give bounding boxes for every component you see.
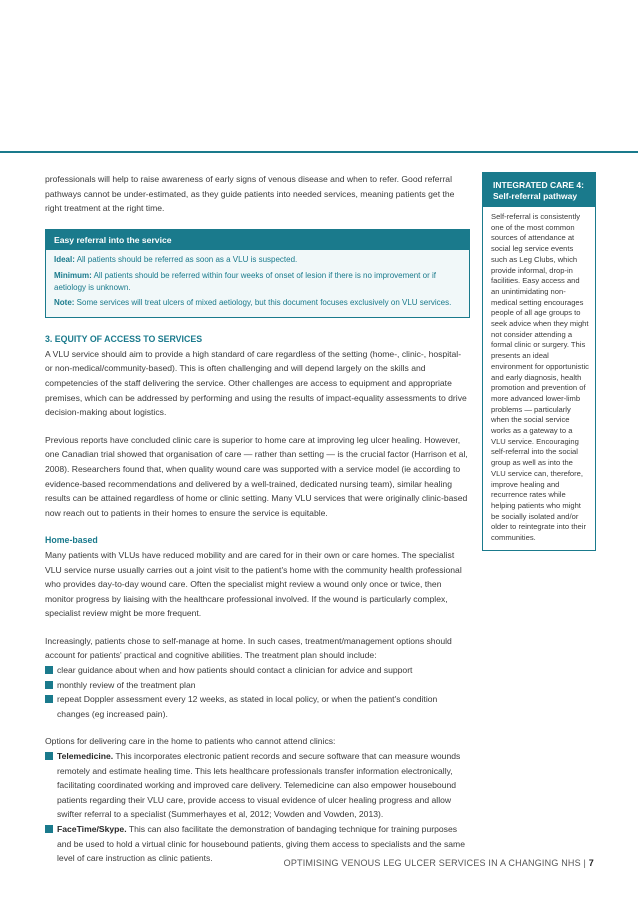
intro-paragraph: professionals will help to raise awareness of early signs of venous disease and when to refer. Good referral pathways cannot be under-estimated, as they guide patients into needed services, meaning patients get the right treatment at the right time. xyxy=(45,174,455,214)
callout-text: All patients should be referred as soon as a VLU is suspected. xyxy=(74,255,298,265)
square-bullet-icon xyxy=(45,752,53,760)
callout-label: Ideal: xyxy=(54,255,75,265)
sidebar-subtitle: Self-referral pathway xyxy=(493,191,578,201)
callout-row-ideal xyxy=(54,254,461,266)
list-item-text: repeat Doppler assessment every 12 weeks, as stated in local policy, or when the patient's condition changes (eg increased pain). xyxy=(57,694,438,719)
section-paragraph: A VLU service should aim to provide a high standard of care regardless of the setting (home-, clinic-, hospital- or non-medical/community-based). This is often challenging and will depend largely on the skills and competencies of the staff delivering the service. Other challenges are access to equipment and appropriate premises, which can be addressed by performing and using the results of impact-equality assessments to drive decision-making about logistics. xyxy=(45,348,467,418)
list-item-text: monthly review of the treatment plan xyxy=(57,679,196,690)
square-bullet-icon xyxy=(45,695,53,703)
section-paragraph: Previous reports have concluded clinic care is superior to home care at improving leg ulcer healing. However, one Canadian trial showed that organisation of care — rather than setting — is the crucial factor (Harrison et al, 2008). Researchers found that, when quality wound care was supported with a service model (ie according to evidence-based recommendations and delivered by a well-trained, dedicated nursing team), similar healing results can be attained regardless of home or clinic setting. Many VLU services that were originally clinic-based now reach out to patients in their homes to ensure the service is equitable. xyxy=(45,434,468,518)
sidebar-header xyxy=(483,173,595,207)
list-item xyxy=(45,663,470,678)
callout-body xyxy=(46,250,469,317)
page-footer xyxy=(284,858,594,868)
header-rule xyxy=(0,151,638,153)
care-options-list xyxy=(45,749,470,866)
list-item xyxy=(45,692,470,721)
treatment-plan-list xyxy=(45,663,470,721)
square-bullet-icon xyxy=(45,666,53,674)
option-lead: Telemedicine. xyxy=(57,751,114,762)
option-lead: FaceTime/Skype. xyxy=(57,824,127,834)
square-bullet-icon xyxy=(45,681,53,689)
list-item-text: clear guidance about when and how patients should contact a clinician for advice and support xyxy=(57,665,413,676)
main-column xyxy=(45,172,470,866)
option-text: This can also facilitate the demonstration of bandaging technique for training purposes and be used to hold a virtual clinic for housebound patients, giving them access to specialists and the same level of care instruction as clinic patients. xyxy=(57,824,465,864)
list-item xyxy=(45,678,470,693)
callout-title: Easy referral into the service xyxy=(46,230,469,251)
sidebar-body: Self-referral is consistently one of the most common sources of attendance at social leg service events such as Leg Clubs, which provide informal, drop-in facilities. Easy access and an unintimidating non-medical setting encourages people of all age groups to seek advice when they might not consider attending a formal clinic or surgery. This presents an ideal environment for opportunistic and early diagnosis, health promotion and prevention of more advanced lower-limb problems — particularly when the social service works as a gateway to a VLU service. Encouraging self-referral into the social group as well as into the VLU service can, therefore, improve healing and recurrence rates while helping patients who might be socially isolated and/or older to reintegrate into their communities. xyxy=(491,212,589,543)
subsection-heading: Home-based xyxy=(45,535,98,546)
section-heading: 3. EQUITY OF ACCESS TO SERVICES xyxy=(45,334,203,345)
integrated-care-sidebar xyxy=(482,172,596,551)
home-paragraph: Options for delivering care in the home to patients who cannot attend clinics: xyxy=(45,736,336,747)
easy-referral-callout xyxy=(45,229,470,318)
callout-text: Some services will treat ulcers of mixed aetiology, but this document focuses exclusively on VLU services. xyxy=(74,297,452,307)
list-item xyxy=(45,749,470,822)
sidebar-title: INTEGRATED CARE 4: xyxy=(493,180,584,190)
home-paragraph: Many patients with VLUs have reduced mobility and are cared for in their own or care homes. The specialist VLU service nurse usually carries out a joint visit to the patient's home with the community health professional who provides day-to-day wound care. Often the specialist might review a wound only once or twice, then monitor progress by liaising with the healthcare professional involved. If the wound is particularly complex, specialist review might be more frequent. xyxy=(45,549,462,619)
callout-text: All patients should be referred within four weeks of onset of lesion if there is no improvement or if aetiology is unknown. xyxy=(54,270,436,292)
callout-row-minimum xyxy=(54,270,461,294)
callout-label: Note: xyxy=(54,297,75,307)
option-text: This incorporates electronic patient records and secure software that can measure wounds remotely and estimate healing time. This lets healthcare professionals transfer information electronically, facilitating coordinated working and improved care delivery. Telemedicine can also empower housebound patients regarding their VLU care, provide access to visual evidence of ulcer healing progress and allow swifter referral to a specialist (Summerhayes et al, 2012; Vowden and Vowden, 2013). xyxy=(57,751,461,820)
home-paragraph: Increasingly, patients chose to self-manage at home. In such cases, treatment/management options should account for patients' practical and cognitive abilities. The treatment plan should include: xyxy=(45,635,452,661)
footer-title: OPTIMISING VENOUS LEG ULCER SERVICES IN A CHANGING NHS | xyxy=(283,858,589,868)
page-number: 7 xyxy=(588,858,594,868)
square-bullet-icon xyxy=(45,825,53,833)
callout-row-note xyxy=(54,297,461,309)
callout-label: Minimum: xyxy=(54,270,92,280)
